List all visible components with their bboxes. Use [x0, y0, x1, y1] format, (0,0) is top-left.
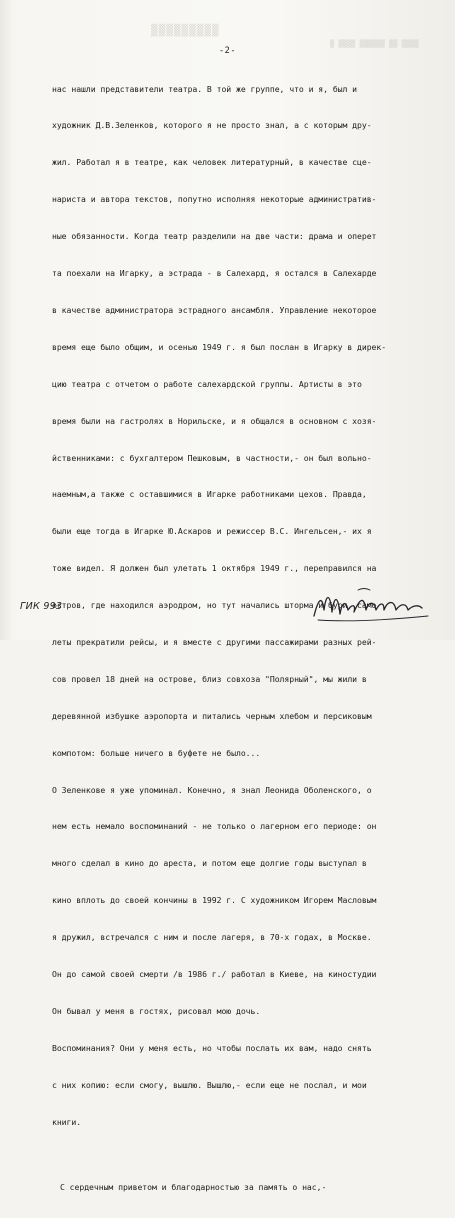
text-line: ные обязанности. Когда театр разделили на две части: драма и оперет [52, 231, 377, 242]
text-line: леты прекратили рейсы, и я вместе с другими пассажирами разных рей- [52, 636, 377, 647]
text-line: цию театра с отчетом о работе салехардской группы. Артисты в это [52, 378, 362, 389]
archive-number: ГИК 993 [20, 601, 63, 612]
text-line: были еще тогда в Игарке Ю.Аскаров и режиссер В.С. Ингельсен,- их я [52, 526, 372, 537]
closing-line: С сердечным приветом и благодарностью за память о нас,- [60, 1182, 327, 1193]
text-line: тоже видел. Я должен был улетать 1 октября 1949 г., переправился на [52, 563, 377, 574]
text-line: время еще было общим, и осенью 1949 г. я был послан в Игарку в дирек- [52, 341, 387, 352]
text-line: время были на гастролях в Норильске, и я общался в основном с хозя- [52, 415, 377, 426]
text-line: та поехали на Игарку, а эстрада - в Салехард, я остался в Салехарде [52, 268, 377, 279]
text-line: я дружил, встречался с ним и после лагеря, в 70-х годах, в Москве. [52, 932, 372, 943]
text-line: Он до самой своей смерти /в 1986 г./ работал в Киеве, на киностудии [52, 968, 377, 979]
text-line: книги. [52, 1116, 82, 1127]
text-line: кино вплоть до своей кончины в 1992 г. С художником Игорем Масловым [52, 895, 377, 906]
text-line: остров, где находился аэродром, но тут начались шторма и бури, само [52, 600, 377, 611]
text-line: О Зеленкове я уже упоминал. Конечно, я знал Леонида Оболенского, о [52, 784, 372, 795]
text-line: в качестве администратора эстрадного ансамбля. Управление некоторое [52, 304, 377, 315]
text-line: сов провел 18 дней на острове, близ совхоза "Полярный", мы жили в [52, 673, 367, 684]
text-line: много сделал в кино до ареста, и потом еще долгие годы выступал в [52, 858, 367, 869]
text-line: нариста и автора текстов, попутно исполняя некоторые административ- [52, 194, 377, 205]
text-line: деревянной избушке аэропорта и питались черным хлебом и персиковым [52, 710, 372, 721]
text-line: с них копию: если смогу, вышлю. Вышлю,- если еще не послал, и мои [52, 1079, 367, 1090]
text-line: компотом: больше ничего в буфете не было... [52, 747, 261, 758]
text-line: Воспоминания? Они у меня есть, но чтобы послать их вам, надо снять [52, 1042, 372, 1053]
text-line: Он бывал у меня в гостях, рисовал мою дочь. [52, 1005, 261, 1016]
letter-body [52, 58, 447, 1218]
handwritten-signature [308, 580, 438, 628]
text-line: жил. Работал я в театре, как человек литературный, в качестве сце- [52, 157, 372, 168]
text-line: художник Д.В.Зеленков, которого я не просто знал, а с которым дру- [52, 120, 372, 131]
text-line: йственниками: с бухгалтером Пешковым, в частности,- он был вольно- [52, 452, 372, 463]
text-line: наемным,а также с оставшимися в Игарке работниками цехов. Правда, [52, 489, 367, 500]
bleed-through-marks: ▒▒▒▒▒▒▒▒▒ ▒▒▒▒ ▒▒ ▒▒▒▒▒▒ ▒▒▒▒ ▒ [150, 24, 419, 48]
text-line: нас нашли представители театра. В той же группе, что и я, был и [52, 83, 358, 94]
text-line: нем есть немало воспоминаний - не только о лагерном его периоде: он [52, 821, 377, 832]
page-number: -2- [218, 46, 237, 56]
